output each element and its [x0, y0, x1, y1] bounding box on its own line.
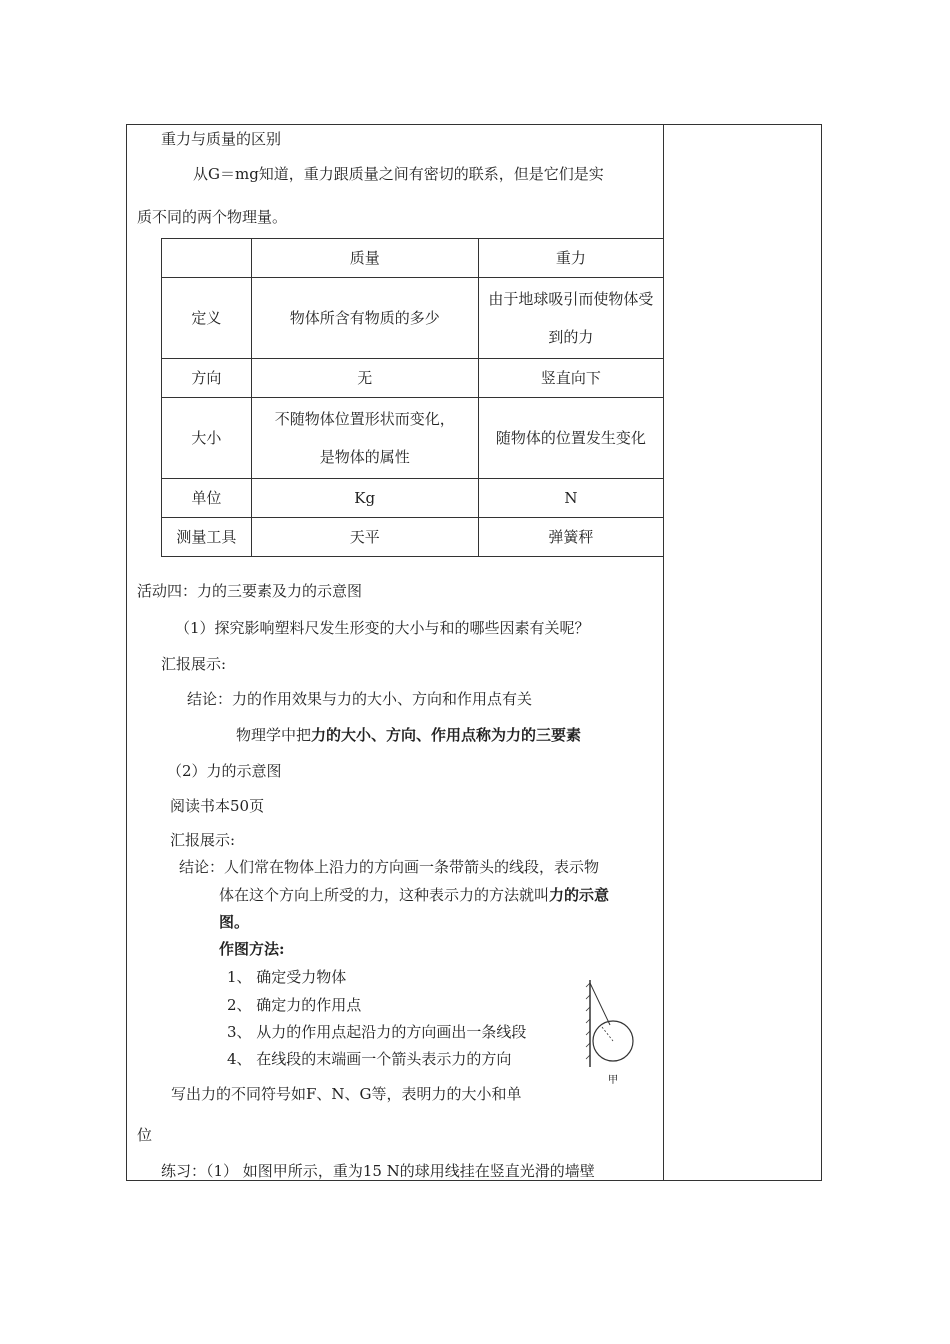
- three-elements-line: [236, 724, 581, 745]
- table-row: [162, 278, 664, 359]
- mass-line: 是物体的属性: [319, 448, 410, 466]
- paragraph-line: 质不同的两个物理量。: [137, 208, 288, 226]
- ball-on-wall-figure: [580, 975, 640, 1090]
- report-label: 汇报展示:: [170, 831, 236, 849]
- table-header-cell: 质量: [251, 239, 478, 278]
- table-row: [162, 398, 664, 479]
- reading-note: 阅读书本50页: [170, 797, 265, 815]
- dashed-radius: [602, 1027, 613, 1041]
- conclusion-2-line: [219, 884, 609, 905]
- figure-label: 甲: [608, 1075, 618, 1086]
- symbols-line: 写出力的不同符号如F、N、G等，表明力的大小和单: [171, 1085, 522, 1103]
- string-line: [590, 983, 610, 1025]
- mass-cell: [251, 398, 478, 479]
- row-label: 方向: [162, 359, 252, 398]
- method-title: 作图方法:: [219, 940, 285, 958]
- weight-cell: N: [478, 479, 663, 518]
- row-label: 测量工具: [162, 518, 252, 557]
- weight-cell: 弹簧秤: [478, 518, 663, 557]
- row-label: 定义: [162, 278, 252, 359]
- activity-title: 活动四：力的三要素及力的示意图: [137, 582, 363, 600]
- report-label: 汇报展示:: [161, 655, 227, 673]
- exercise-line: 练习：（1） 如图甲所示，重为15 N的球用线挂在竖直光滑的墙壁: [161, 1162, 595, 1180]
- section-title: 重力与质量的区别: [161, 130, 282, 148]
- table-header-row: [162, 239, 664, 278]
- table-row: [162, 359, 664, 398]
- symbols-line: 位: [137, 1126, 153, 1144]
- table-row: [162, 518, 664, 557]
- step-item: 4、 在线段的末端画一个箭头表示力的方向: [227, 1050, 512, 1068]
- step-item: 2、 确定力的作用点: [227, 996, 362, 1014]
- conclusion-1: 结论：力的作用效果与力的大小、方向和作用点有关: [187, 690, 533, 708]
- mass-cell: Kg: [251, 479, 478, 518]
- mass-cell: 无: [251, 359, 478, 398]
- weight-line: 到的力: [548, 328, 594, 346]
- three-elements-prefix: 物理学中把: [236, 726, 312, 744]
- row-label: 大小: [162, 398, 252, 479]
- question-2: （2）力的示意图: [167, 762, 282, 780]
- three-elements-bold: 力的大小、方向、作用点称为力的三要素: [311, 726, 582, 744]
- table-header-cell: [162, 239, 252, 278]
- conclusion-2-line: 结论：人们常在物体上沿力的方向画一条带箭头的线段，表示物: [179, 858, 600, 876]
- weight-cell: 竖直向下: [478, 359, 663, 398]
- weight-cell: [478, 278, 663, 359]
- table-header-cell: 重力: [478, 239, 663, 278]
- weight-line: 由于地球吸引而使物体受: [488, 290, 654, 308]
- table-row: [162, 479, 664, 518]
- mass-cell: 物体所含有物质的多少: [251, 278, 478, 359]
- step-item: 1、 确定受力物体: [227, 968, 347, 986]
- paragraph-line: 从G＝mg知道，重力跟质量之间有密切的联系，但是它们是实: [193, 165, 604, 183]
- conclusion-2-line: 图。: [219, 913, 250, 931]
- mass-line: 不随物体位置形状而变化，: [274, 410, 455, 428]
- step-item: 3、 从力的作用点起沿力的方向画出一条线段: [227, 1023, 527, 1041]
- conclusion-2-text: 体在这个方向上所受的力，这种表示力的方法就叫: [219, 886, 550, 904]
- conclusion-2-bold: 力的示意: [549, 886, 610, 904]
- mass-cell: 天平: [251, 518, 478, 557]
- comparison-table: [161, 238, 664, 557]
- row-label: 单位: [162, 479, 252, 518]
- question-1: （1）探究影响塑料尺发生形变的大小与和的哪些因素有关呢？: [175, 619, 590, 637]
- weight-cell: 随物体的位置发生变化: [478, 398, 663, 479]
